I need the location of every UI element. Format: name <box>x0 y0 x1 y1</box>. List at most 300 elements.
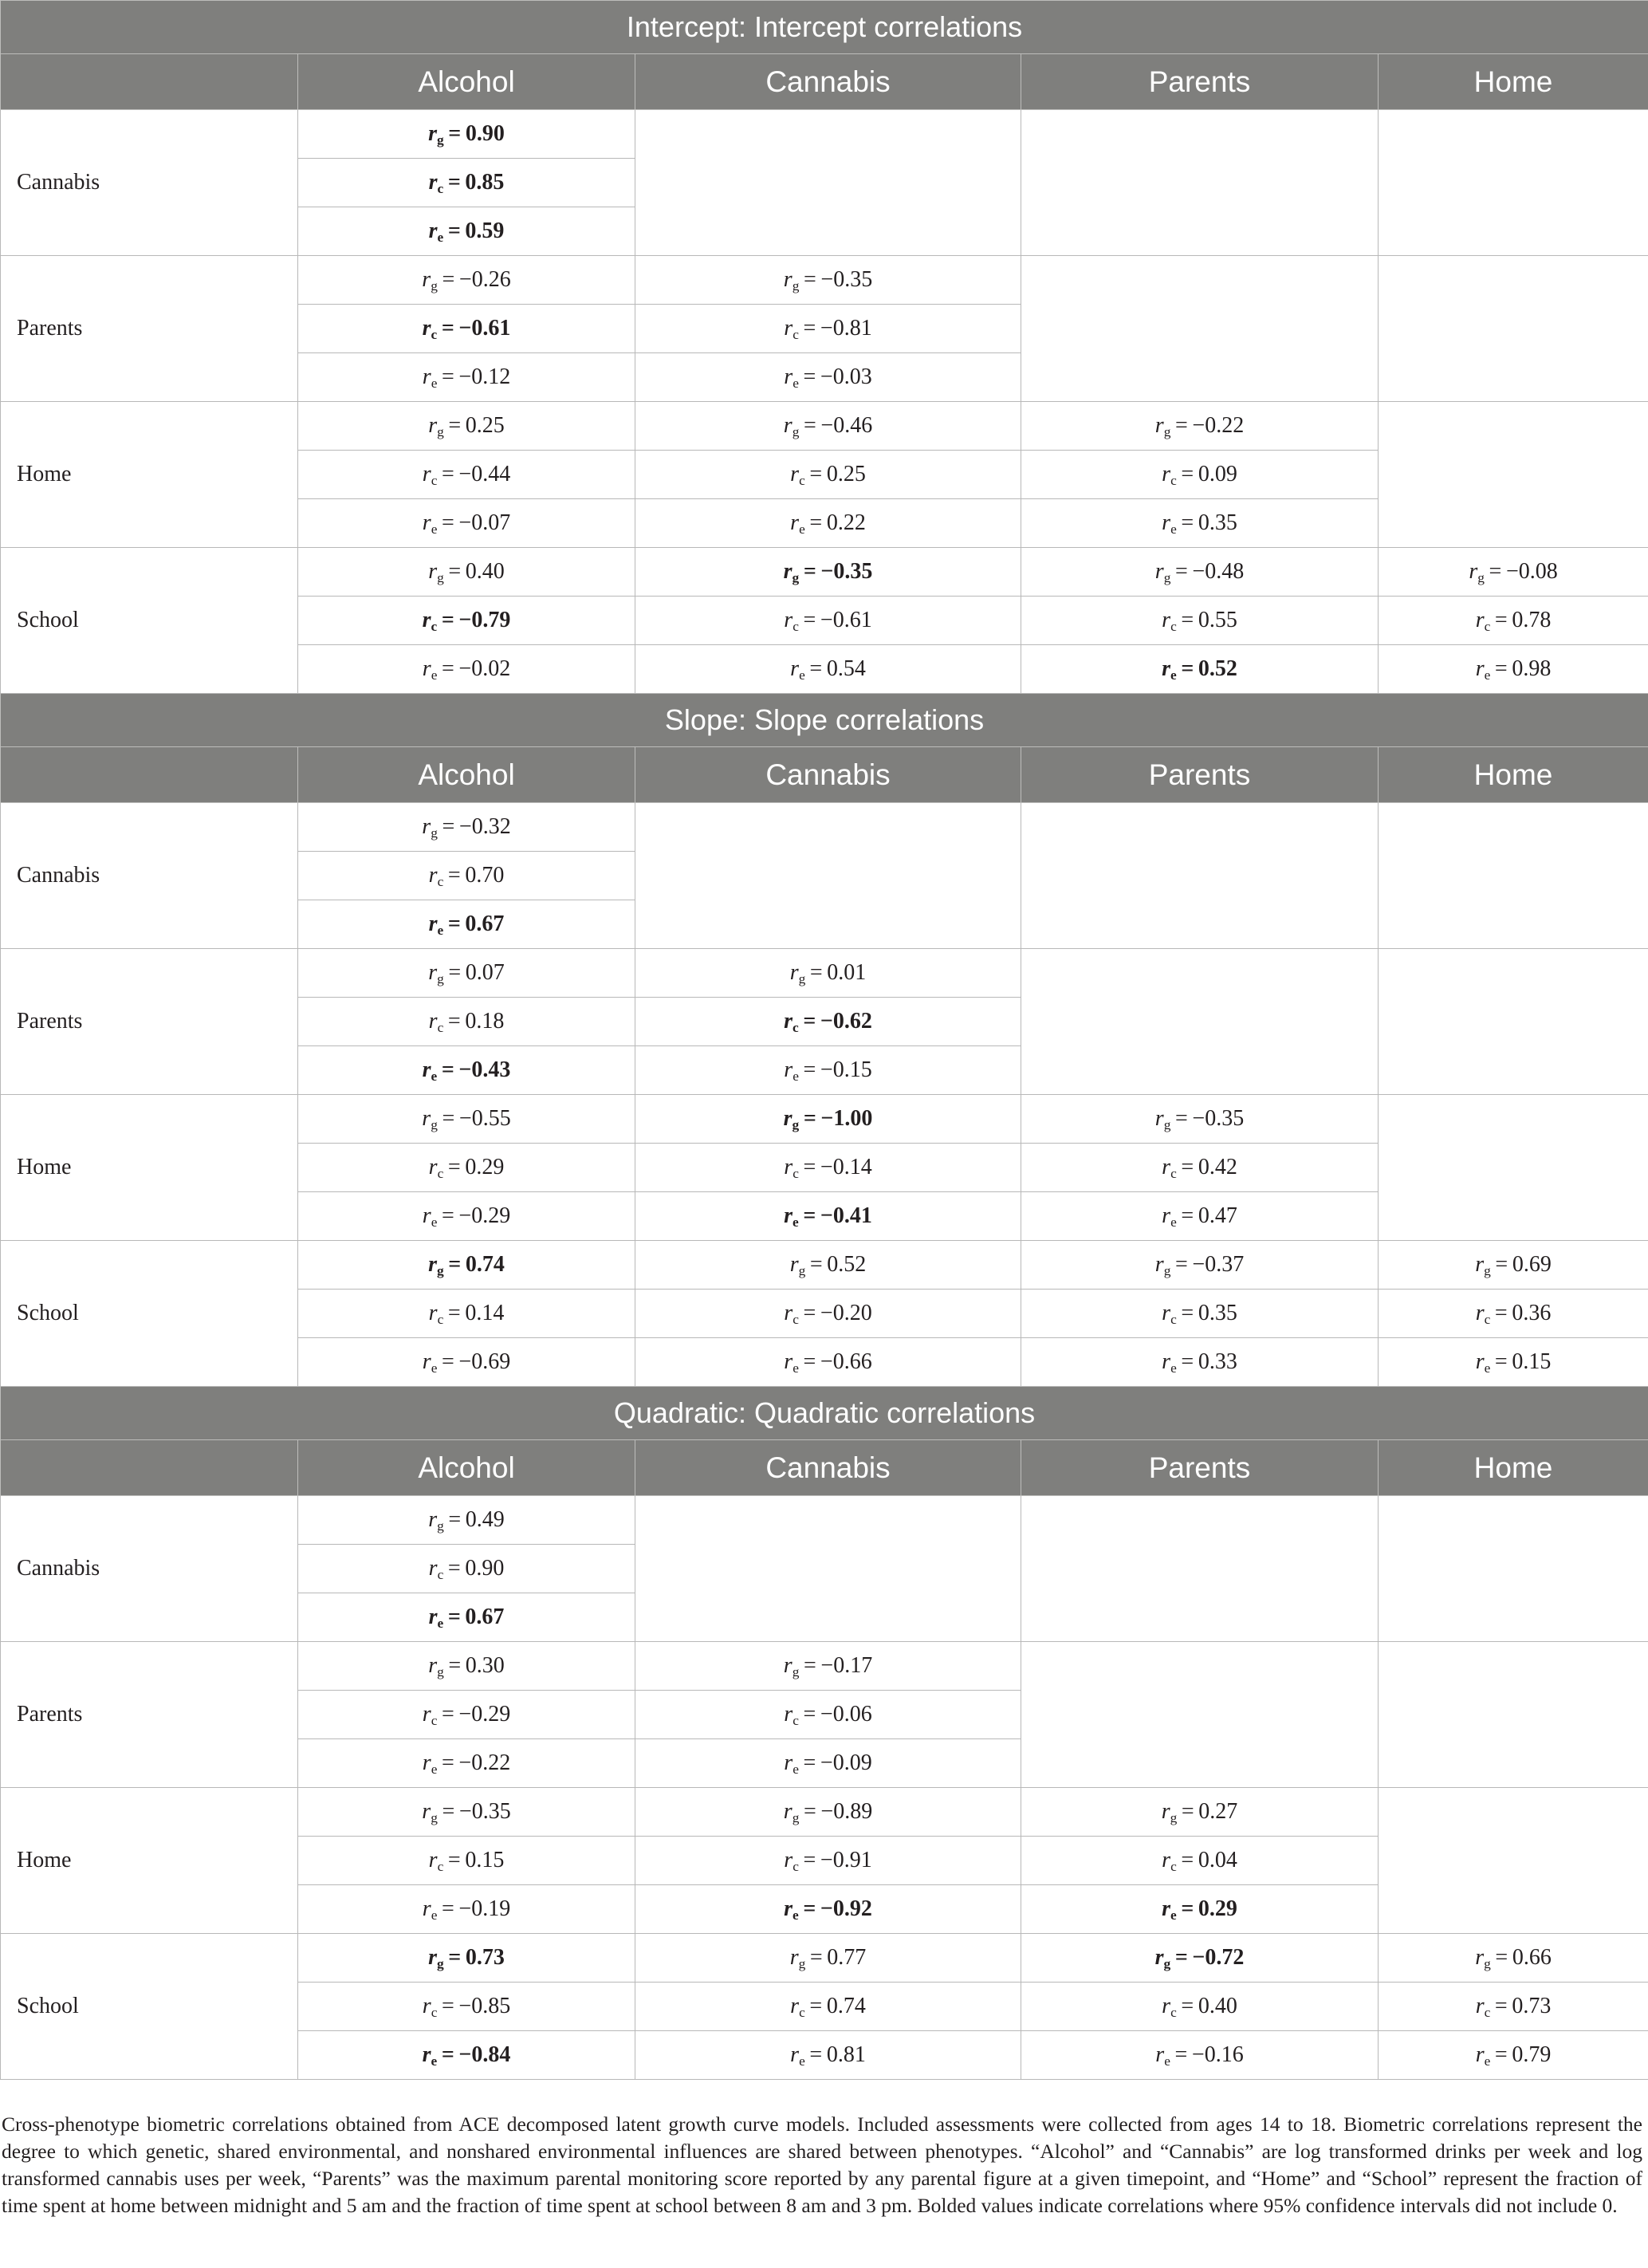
header-corner <box>1 747 298 803</box>
table-row <box>1 548 1648 597</box>
equals-sign: = <box>437 510 459 535</box>
column-header-row <box>1 1440 1648 1496</box>
equals-sign: = <box>443 863 466 888</box>
correlation-value <box>784 364 871 389</box>
correlation-value <box>423 364 510 389</box>
correlation-number: 0.35 <box>1198 510 1237 535</box>
r-symbol: r <box>422 1057 431 1082</box>
section-title-row <box>1 1 1648 54</box>
correlation-value <box>1476 1301 1552 1325</box>
component-subscript: c <box>1484 2004 1491 2020</box>
component-subscript: c <box>1484 1311 1491 1327</box>
correlation-value <box>429 912 505 936</box>
correlation-value <box>429 1301 505 1325</box>
correlation-number: −0.20 <box>820 1301 872 1325</box>
equals-sign: = <box>437 1106 459 1131</box>
equals-sign: = <box>443 121 466 146</box>
component-subscript: c <box>793 326 799 342</box>
row-label: Home <box>1 402 298 548</box>
correlation-number: −0.26 <box>458 267 511 292</box>
correlation-value <box>428 413 505 438</box>
equals-sign: = <box>1176 1896 1198 1921</box>
correlation-value <box>784 1653 872 1678</box>
equals-sign: = <box>1176 1349 1198 1374</box>
component-subscript: g <box>1170 1809 1178 1825</box>
correlation-cell <box>298 1691 635 1739</box>
correlation-cell <box>298 1046 635 1095</box>
r-symbol: r <box>783 559 793 584</box>
equals-sign: = <box>437 1750 459 1775</box>
correlation-number: −0.72 <box>1192 1945 1245 1970</box>
component-subscript: e <box>431 521 438 537</box>
row-label: Cannabis <box>1 110 298 256</box>
equals-sign: = <box>1170 559 1193 584</box>
component-subscript: c <box>799 2004 805 2020</box>
component-subscript: c <box>1484 618 1491 634</box>
component-subscript: e <box>799 667 805 683</box>
correlation-number: −0.17 <box>820 1653 873 1678</box>
component-subscript: e <box>1170 1907 1177 1923</box>
correlation-cell <box>635 1885 1021 1934</box>
correlation-cell <box>1379 645 1648 694</box>
correlation-cell <box>298 499 635 548</box>
equals-sign: = <box>443 413 466 438</box>
correlation-cell <box>298 1739 635 1788</box>
equals-sign: = <box>437 1057 459 1082</box>
r-symbol: r <box>428 219 438 243</box>
r-symbol: r <box>428 1009 438 1034</box>
equals-sign: = <box>1490 1252 1512 1277</box>
correlation-cell <box>635 256 1021 305</box>
correlation-number: −0.16 <box>1191 2042 1244 2067</box>
correlation-number: 0.69 <box>1512 1252 1552 1277</box>
correlation-value <box>784 1203 872 1228</box>
component-subscript: g <box>792 423 800 439</box>
correlation-value <box>784 267 872 292</box>
header-corner <box>1 54 298 110</box>
equals-sign: = <box>437 608 459 632</box>
component-subscript: g <box>437 1664 444 1679</box>
r-symbol: r <box>1161 1799 1170 1824</box>
correlation-value <box>790 1252 867 1277</box>
equals-sign: = <box>1176 1301 1198 1325</box>
component-subscript: c <box>793 618 799 634</box>
table-row <box>1 110 1648 159</box>
empty-cell <box>1021 110 1379 256</box>
correlation-value <box>1162 1848 1237 1872</box>
r-symbol: r <box>422 1203 431 1228</box>
correlation-number: −0.41 <box>820 1203 872 1228</box>
r-symbol: r <box>1162 1349 1171 1374</box>
correlation-cell <box>1021 451 1379 499</box>
correlation-number: −0.55 <box>458 1106 511 1131</box>
correlation-cell <box>298 2031 635 2080</box>
correlation-value <box>1476 1994 1552 2018</box>
correlation-cell <box>1379 2031 1648 2080</box>
r-symbol: r <box>422 2042 431 2067</box>
r-symbol: r <box>790 1994 800 2018</box>
correlation-cell <box>298 110 635 159</box>
equals-sign: = <box>437 814 459 839</box>
row-label: Parents <box>1 256 298 402</box>
correlation-cell <box>298 353 635 402</box>
equals-sign: = <box>443 559 466 584</box>
correlation-number: −0.79 <box>458 608 511 632</box>
component-subscript: c <box>1170 1311 1177 1327</box>
equals-sign: = <box>805 1945 828 1970</box>
equals-sign: = <box>437 1702 459 1727</box>
r-symbol: r <box>1162 1155 1171 1179</box>
correlation-number: 0.29 <box>465 1155 505 1179</box>
correlation-value <box>423 656 510 681</box>
section-title: Quadratic: Quadratic correlations <box>1 1387 1648 1440</box>
empty-cell <box>1021 256 1379 402</box>
correlation-cell <box>1021 597 1379 645</box>
correlation-number: −0.15 <box>820 1057 872 1082</box>
correlation-value <box>429 1605 505 1629</box>
r-symbol: r <box>1162 1896 1170 1921</box>
component-subscript: c <box>1170 472 1177 488</box>
correlation-value <box>784 1155 871 1179</box>
row-label: School <box>1 1241 298 1387</box>
r-symbol: r <box>428 559 438 584</box>
correlation-cell <box>298 645 635 694</box>
correlation-value <box>429 1556 505 1581</box>
correlation-number: −1.00 <box>820 1106 873 1131</box>
equals-sign: = <box>805 1252 828 1277</box>
correlation-cell <box>298 1983 635 2031</box>
r-symbol: r <box>1162 1301 1171 1325</box>
correlation-cell <box>635 1837 1021 1885</box>
r-symbol: r <box>1155 2042 1165 2067</box>
component-subscript: e <box>1484 667 1491 683</box>
component-subscript: e <box>793 1068 799 1084</box>
correlation-cell <box>635 1144 1021 1192</box>
correlation-number: 0.18 <box>465 1009 505 1034</box>
correlation-cell <box>635 998 1021 1046</box>
correlation-cell <box>1379 1934 1648 1983</box>
correlation-cell <box>1021 1983 1379 2031</box>
correlation-number: −0.06 <box>820 1702 872 1727</box>
equals-sign: = <box>798 1702 820 1727</box>
correlation-number: −0.09 <box>820 1750 872 1775</box>
correlation-cell <box>1021 499 1379 548</box>
equals-sign: = <box>804 1994 827 2018</box>
correlation-number: 0.67 <box>465 1605 505 1629</box>
equals-sign: = <box>1176 656 1198 681</box>
r-symbol: r <box>1162 462 1171 486</box>
correlation-value <box>1476 656 1552 681</box>
correlation-value <box>784 413 872 438</box>
correlation-cell <box>635 1192 1021 1241</box>
correlation-number: 0.33 <box>1198 1349 1237 1374</box>
component-subscript: e <box>1170 667 1177 683</box>
correlation-value <box>1162 1994 1237 2018</box>
correlation-value <box>1475 1252 1552 1277</box>
column-header: Home <box>1379 747 1648 803</box>
column-header: Alcohol <box>298 1440 635 1496</box>
header-corner <box>1 1440 298 1496</box>
correlation-value <box>790 510 866 535</box>
correlation-number: 0.52 <box>827 1252 867 1277</box>
component-subscript: c <box>793 1712 799 1728</box>
equals-sign: = <box>443 1252 466 1277</box>
correlation-value <box>423 1057 511 1082</box>
correlation-cell <box>298 1144 635 1192</box>
equals-sign: = <box>443 1009 466 1034</box>
correlation-cell <box>298 451 635 499</box>
correlation-value <box>422 814 510 839</box>
equals-sign: = <box>798 1349 820 1374</box>
correlation-table-body <box>1 1 1648 2080</box>
r-symbol: r <box>428 121 438 146</box>
correlation-number: 0.36 <box>1512 1301 1552 1325</box>
equals-sign: = <box>437 316 459 341</box>
r-symbol: r <box>1154 1106 1164 1131</box>
equals-sign: = <box>1170 1945 1193 1970</box>
correlation-number: 0.79 <box>1512 2042 1552 2067</box>
component-subscript: g <box>1163 1262 1171 1278</box>
component-subscript: c <box>793 1165 799 1181</box>
component-subscript: g <box>792 569 800 585</box>
r-symbol: r <box>783 1106 793 1131</box>
correlation-number: 0.15 <box>465 1848 505 1872</box>
equals-sign: = <box>799 1106 821 1131</box>
r-symbol: r <box>422 510 431 535</box>
row-label: Cannabis <box>1 1496 298 1642</box>
correlation-cell <box>298 1593 635 1642</box>
equals-sign: = <box>1484 559 1506 584</box>
empty-cell <box>1379 110 1648 256</box>
row-label: School <box>1 1934 298 2080</box>
empty-cell <box>1021 1496 1379 1642</box>
correlation-cell <box>635 2031 1021 2080</box>
r-symbol: r <box>422 814 431 839</box>
column-header: Home <box>1379 1440 1648 1496</box>
component-subscript: e <box>437 1615 444 1631</box>
correlation-number: 0.73 <box>1512 1994 1552 2018</box>
correlation-number: 0.74 <box>826 1994 866 2018</box>
correlation-value <box>784 1799 872 1824</box>
correlation-number: −0.35 <box>820 559 873 584</box>
equals-sign: = <box>799 1653 821 1678</box>
component-subscript: c <box>437 1566 444 1582</box>
correlation-value <box>1155 2042 1243 2067</box>
correlation-number: 0.15 <box>1512 1349 1552 1374</box>
correlation-number: 0.81 <box>826 2042 866 2067</box>
correlation-cell <box>298 852 635 900</box>
correlation-value <box>1155 413 1244 438</box>
correlation-cell <box>298 949 635 998</box>
r-symbol: r <box>1162 1994 1171 2018</box>
r-symbol: r <box>422 1994 431 2018</box>
correlation-number: −0.22 <box>1192 413 1245 438</box>
equals-sign: = <box>1176 462 1198 486</box>
correlation-cell <box>1021 1192 1379 1241</box>
equals-sign: = <box>1490 608 1512 632</box>
correlation-number: −0.35 <box>458 1799 511 1824</box>
correlation-value <box>790 960 867 985</box>
component-subscript: e <box>431 1214 438 1230</box>
r-symbol: r <box>428 170 438 195</box>
correlation-value <box>784 1009 872 1034</box>
correlation-value <box>1476 608 1552 632</box>
correlation-number: 0.66 <box>1512 1945 1552 1970</box>
row-label: Home <box>1 1095 298 1241</box>
correlation-cell <box>1021 1788 1379 1837</box>
component-subscript: c <box>793 1858 799 1874</box>
component-subscript: c <box>431 472 438 488</box>
correlation-value <box>422 267 510 292</box>
correlation-number: 0.29 <box>1198 1896 1237 1921</box>
component-subscript: c <box>431 2004 438 2020</box>
component-subscript: g <box>437 971 444 986</box>
r-symbol: r <box>1162 510 1171 535</box>
column-header: Alcohol <box>298 54 635 110</box>
correlation-value <box>1162 1349 1237 1374</box>
correlation-cell <box>298 256 635 305</box>
component-subscript: c <box>1170 2004 1177 2020</box>
correlation-value <box>429 1848 505 1872</box>
correlation-cell <box>298 548 635 597</box>
component-subscript: g <box>798 1955 806 1971</box>
component-subscript: c <box>437 873 444 889</box>
component-subscript: e <box>431 375 438 391</box>
equals-sign: = <box>1170 2042 1192 2067</box>
column-header-row <box>1 54 1648 110</box>
correlation-cell <box>635 1338 1021 1387</box>
correlation-number: 0.98 <box>1512 656 1552 681</box>
correlation-value <box>1162 1203 1237 1228</box>
equals-sign: = <box>1490 1994 1512 2018</box>
correlation-cell <box>1021 1241 1379 1290</box>
correlation-value <box>784 1702 871 1727</box>
empty-cell <box>1021 949 1379 1095</box>
correlation-cell <box>1379 1983 1648 2031</box>
r-symbol: r <box>428 413 438 438</box>
equals-sign: = <box>804 462 827 486</box>
r-symbol: r <box>784 316 793 341</box>
correlation-value <box>790 462 866 486</box>
equals-sign: = <box>443 219 466 243</box>
correlation-value <box>784 1349 871 1374</box>
equals-sign: = <box>799 1799 821 1824</box>
correlation-value <box>1155 1945 1245 1970</box>
r-symbol: r <box>790 462 800 486</box>
correlation-cell <box>635 949 1021 998</box>
correlation-number: −0.12 <box>458 364 511 389</box>
correlation-cell <box>298 1496 635 1545</box>
component-subscript: g <box>798 1262 806 1278</box>
equals-sign: = <box>798 1848 820 1872</box>
equals-sign: = <box>798 1750 820 1775</box>
section-title-row <box>1 694 1648 747</box>
component-subscript: c <box>431 326 438 342</box>
empty-cell <box>635 803 1021 949</box>
equals-sign: = <box>443 1605 466 1629</box>
correlation-cell <box>635 1739 1021 1788</box>
r-symbol: r <box>1154 1945 1164 1970</box>
equals-sign: = <box>1176 1155 1198 1179</box>
component-subscript: e <box>793 1214 799 1230</box>
equals-sign: = <box>798 608 820 632</box>
correlation-number: −0.14 <box>820 1155 872 1179</box>
component-subscript: e <box>437 229 444 245</box>
component-subscript: g <box>437 1955 444 1971</box>
correlation-number: −0.35 <box>820 267 873 292</box>
r-symbol: r <box>784 1702 793 1727</box>
correlation-cell <box>1379 1338 1648 1387</box>
correlation-cell <box>635 597 1021 645</box>
empty-cell <box>1379 256 1648 402</box>
correlation-cell <box>298 900 635 949</box>
correlation-cell <box>1379 597 1648 645</box>
correlation-value <box>423 1750 510 1775</box>
equals-sign: = <box>798 1009 820 1034</box>
correlation-number: 0.70 <box>465 863 505 888</box>
section-title: Slope: Slope correlations <box>1 694 1648 747</box>
r-symbol: r <box>422 656 431 681</box>
equals-sign: = <box>798 364 820 389</box>
r-symbol: r <box>428 1301 438 1325</box>
equals-sign: = <box>1176 1994 1198 2018</box>
empty-cell <box>635 110 1021 256</box>
table-footnote: Cross-phenotype biometric correlations obtained from ACE decomposed latent growth curve models. Included assessments were collected from ages 14 to 18. Biometric correlations represent the degree to which genetic, shared environmental, and nonshared environmental influences are shared between phenotypes. “Alcohol” and “Cannabis” are log transformed drinks per week and log transformed cannabis uses per week, “Parents” was the maximum parental monitoring score reported by any parental figure at a given timepoint, and “Home” and “School” represent the fraction of time spent at home between midnight and 5 am and the fraction of time spent at school between 8 am and 3 pm. Bolded values indicate correlations where 95% confidence intervals did not include 0. <box>2 2112 1642 2217</box>
component-subscript: g <box>1484 1955 1491 1971</box>
r-symbol: r <box>783 267 793 292</box>
correlation-cell <box>635 1241 1021 1290</box>
r-symbol: r <box>784 1750 793 1775</box>
correlation-value <box>1162 1799 1238 1824</box>
correlation-cell <box>1379 1290 1648 1338</box>
correlation-number: −0.81 <box>820 316 872 341</box>
correlation-cell <box>298 803 635 852</box>
correlation-value <box>784 559 873 584</box>
correlation-value <box>423 316 511 341</box>
empty-cell <box>1021 803 1379 949</box>
equals-sign: = <box>443 1556 466 1581</box>
table-row <box>1 402 1648 451</box>
component-subscript: e <box>799 521 805 537</box>
component-subscript: g <box>792 278 800 293</box>
r-symbol: r <box>784 1155 793 1179</box>
equals-sign: = <box>798 1155 820 1179</box>
equals-sign: = <box>1490 1945 1512 1970</box>
component-subscript: c <box>1170 618 1177 634</box>
equals-sign: = <box>799 559 821 584</box>
component-subscript: e <box>1484 1360 1491 1376</box>
equals-sign: = <box>804 510 827 535</box>
r-symbol: r <box>422 1750 431 1775</box>
r-symbol: r <box>422 1799 431 1824</box>
r-symbol: r <box>784 1301 793 1325</box>
r-symbol: r <box>422 1106 431 1131</box>
correlation-number: −0.46 <box>820 413 873 438</box>
row-label: Parents <box>1 1642 298 1788</box>
section-title: Intercept: Intercept correlations <box>1 1 1648 54</box>
correlation-number: 0.49 <box>465 1507 505 1532</box>
table-row <box>1 803 1648 852</box>
correlation-cell <box>635 645 1021 694</box>
component-subscript: e <box>431 2053 438 2069</box>
r-symbol: r <box>784 1009 793 1034</box>
table-row <box>1 1095 1648 1144</box>
correlation-cell <box>1021 1095 1379 1144</box>
correlation-value <box>1162 1155 1237 1179</box>
r-symbol: r <box>1162 1848 1171 1872</box>
correlation-cell <box>635 1788 1021 1837</box>
correlation-value <box>423 510 510 535</box>
